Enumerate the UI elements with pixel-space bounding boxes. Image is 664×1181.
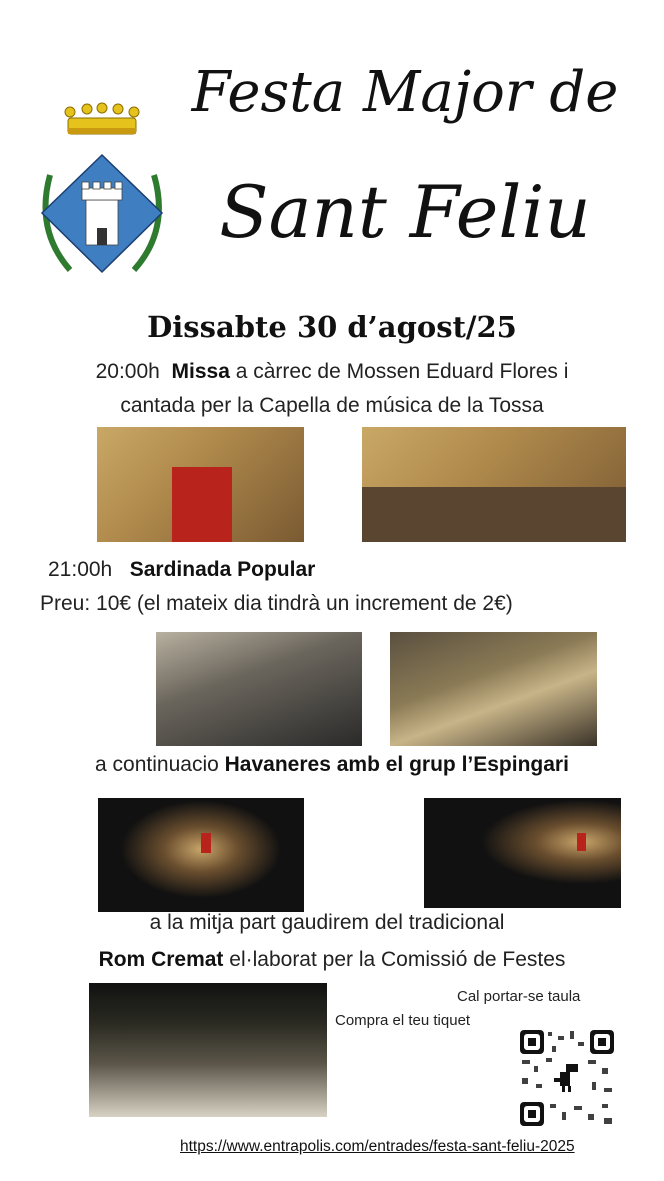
- rom-desc: el·laborat per la Comissió de Festes: [223, 948, 566, 971]
- qr-code[interactable]: [518, 1028, 616, 1128]
- havaneres-prefix: a continuacio: [95, 753, 225, 776]
- title-line2: Sant Feliu: [219, 170, 591, 254]
- rom-name: Rom Cremat: [98, 948, 224, 971]
- note-table: Cal portar-se taula: [457, 988, 581, 1005]
- sardinada-price: Preu: 10€ (el mateix dia tindrà un increment de 2€): [40, 592, 513, 615]
- photo-havaneres-stage: [98, 798, 304, 912]
- sardinada-name: Sardinada Popular: [129, 558, 316, 581]
- photo-sardines: [390, 632, 597, 746]
- crown-icon: [65, 103, 139, 134]
- missa-line2: cantada per la Capella de música de la Tossa: [120, 394, 544, 417]
- missa-line1: [0, 360, 664, 384]
- photo-rom-cremat: [89, 983, 327, 1117]
- missa-name: Missa: [171, 360, 230, 383]
- photo-grilling: [156, 632, 362, 746]
- title-line1: Festa Major de: [191, 60, 619, 125]
- event-date: Dissabte 30 d’agost/25: [147, 310, 517, 344]
- photo-havaneres-audience: [424, 798, 621, 908]
- ticket-link[interactable]: https://www.entrapolis.com/entrades/festa-sant-feliu-2025: [180, 1138, 575, 1155]
- missa-desc: a càrrec de Mossen Eduard Flores i: [229, 360, 569, 383]
- rom-line2: [0, 948, 664, 972]
- coat-of-arms-icon: [30, 100, 175, 280]
- sardinada-time: 21:00h: [48, 558, 113, 581]
- sardinada-line1: [48, 558, 315, 582]
- havaneres-line: [0, 753, 664, 777]
- photo-priest: [97, 427, 304, 542]
- missa-time: 20:00h: [95, 360, 160, 383]
- note-ticket: Compra el teu tiquet: [335, 1012, 471, 1029]
- rom-line1: a la mitja part gaudirem del tradicional: [149, 911, 505, 934]
- havaneres-name: Havaneres amb el grup l’Espingari: [224, 753, 569, 776]
- photo-congregation: [362, 427, 626, 542]
